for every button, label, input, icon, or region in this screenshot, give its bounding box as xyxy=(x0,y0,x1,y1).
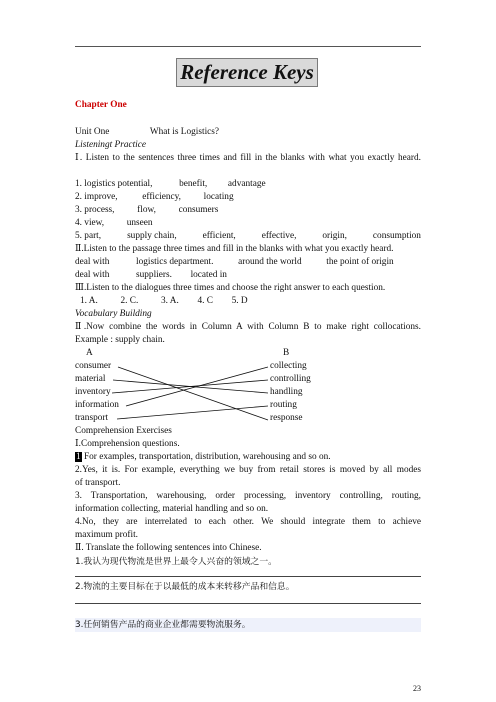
column-a-item: material xyxy=(75,374,106,384)
translation-sentence-2: 2.物流的主要目标在于以最低的成本来转移产品和信息。 xyxy=(75,582,295,592)
answer-item: 5. part, xyxy=(75,231,102,241)
answer-item: efficiency, xyxy=(142,192,181,202)
comprehension-answer-4: 4.No, they are interrelated to each other. We should integrate them to achieve xyxy=(75,517,421,527)
answer-item: the point of origin xyxy=(326,257,394,267)
page-title: Reference Keys xyxy=(176,58,318,87)
column-a-header: A xyxy=(86,348,93,358)
listening-heading: Listeningt Practice xyxy=(75,140,147,150)
answer-item: 5. D xyxy=(231,296,248,306)
answer-item: 2. improve, xyxy=(75,192,118,202)
comprehension-answer-3: 3. Transportation, warehousing, order processing, inventory controlling, routing, xyxy=(75,491,421,501)
answer-item: origin, xyxy=(322,231,347,241)
answer-item: located in xyxy=(190,270,227,280)
answer-item: effective, xyxy=(261,231,297,241)
column-b-item: handling xyxy=(270,387,303,397)
column-a-item: inventory xyxy=(75,387,111,397)
answer-rule xyxy=(75,576,421,577)
comprehension-answer-4-cont: maximum profit. xyxy=(75,530,139,540)
translation-sentence-1: 1.我认为现代物流是世界上最令人兴奋的领域之一。 xyxy=(75,557,277,567)
answer-item: suppliers. xyxy=(136,270,172,280)
page-number: 23 xyxy=(413,684,421,693)
answer-item: logistics department. xyxy=(136,257,214,267)
answer-item: flow, xyxy=(137,205,156,215)
match-line xyxy=(118,367,268,420)
comprehension-heading: Comprehension Exercises xyxy=(75,426,172,436)
translation-instruction: Ⅱ. Translate the following sentences into Chinese. xyxy=(75,543,262,553)
answer-item: 1. A. xyxy=(80,296,98,306)
answer-rule xyxy=(75,603,421,604)
answer-item: 1. logistics potential, xyxy=(75,179,153,189)
comprehension-answer-3-cont: information collecting, material handling and so on. xyxy=(75,504,269,514)
comprehension-answer-2: 2.Yes, it is. For example, everything we buy from retail stores is moved by all modes xyxy=(75,465,421,475)
answer-item: supply chain, xyxy=(127,231,177,241)
vocabulary-heading: Vocabulary Building xyxy=(75,309,152,319)
answer-item: unseen xyxy=(126,218,153,228)
answer-marker: 1 xyxy=(76,452,81,462)
answer-item: deal with xyxy=(75,270,110,280)
listening-ex2-instruction: Ⅱ.Listen to the passage three times and fill in the blanks with what you exactly heard. xyxy=(75,244,394,254)
answer-item: efficient, xyxy=(202,231,236,241)
answer-item: locating xyxy=(203,192,234,202)
comprehension-answer-1 xyxy=(75,451,421,464)
answer-item: 3. process, xyxy=(75,205,115,215)
column-a-item: information xyxy=(75,400,119,410)
translation-sentence-3: 3.任何销售产品的商业企业都需要物流服务。 xyxy=(75,620,251,630)
answer-item: 3. A. xyxy=(160,296,179,306)
match-line xyxy=(126,367,268,406)
comprehension-instruction: Ⅰ.Comprehension questions. xyxy=(75,439,180,449)
answer-item: deal with xyxy=(75,257,110,267)
answer-item: consumption xyxy=(372,231,421,241)
unit-number: Unit One xyxy=(75,127,110,137)
vocabulary-instruction: Ⅱ.Now combine the words in Column A with Column B to make right collocations. Example : supply chain. xyxy=(75,322,421,345)
answer-item: 4. view, xyxy=(75,218,105,228)
column-b-item: routing xyxy=(270,400,297,410)
column-a-item: transport xyxy=(75,413,109,423)
chapter-heading: Chapter One xyxy=(75,100,127,110)
column-b-header: B xyxy=(283,348,290,358)
match-line xyxy=(117,406,268,419)
answer-item: benefit, xyxy=(179,179,208,189)
column-b-item: controlling xyxy=(270,374,311,384)
comprehension-answer-2-cont: of transport. xyxy=(75,478,121,488)
column-b-item: collecting xyxy=(270,361,307,371)
answer-item: 2. C. xyxy=(120,296,139,306)
answer-item: around the world xyxy=(238,257,302,267)
column-a-item: consumer xyxy=(75,361,112,371)
listening-ex1-instruction: Ⅰ. Listen to the sentences three times and fill in the blanks with what you exactly heard. xyxy=(75,153,421,163)
answer-text: For examples, transportation, distribution, warehousing and so on. xyxy=(81,452,331,462)
answer-item: advantage xyxy=(227,179,266,189)
unit-title: What is Logistics? xyxy=(149,127,220,137)
answer-item: consumers xyxy=(178,205,219,215)
answer-item: 4. C xyxy=(197,296,213,306)
column-b-item: response xyxy=(270,413,303,423)
listening-ex3-instruction: Ⅲ.Listen to the dialogues three times and choose the right answer to each question. xyxy=(75,283,386,293)
